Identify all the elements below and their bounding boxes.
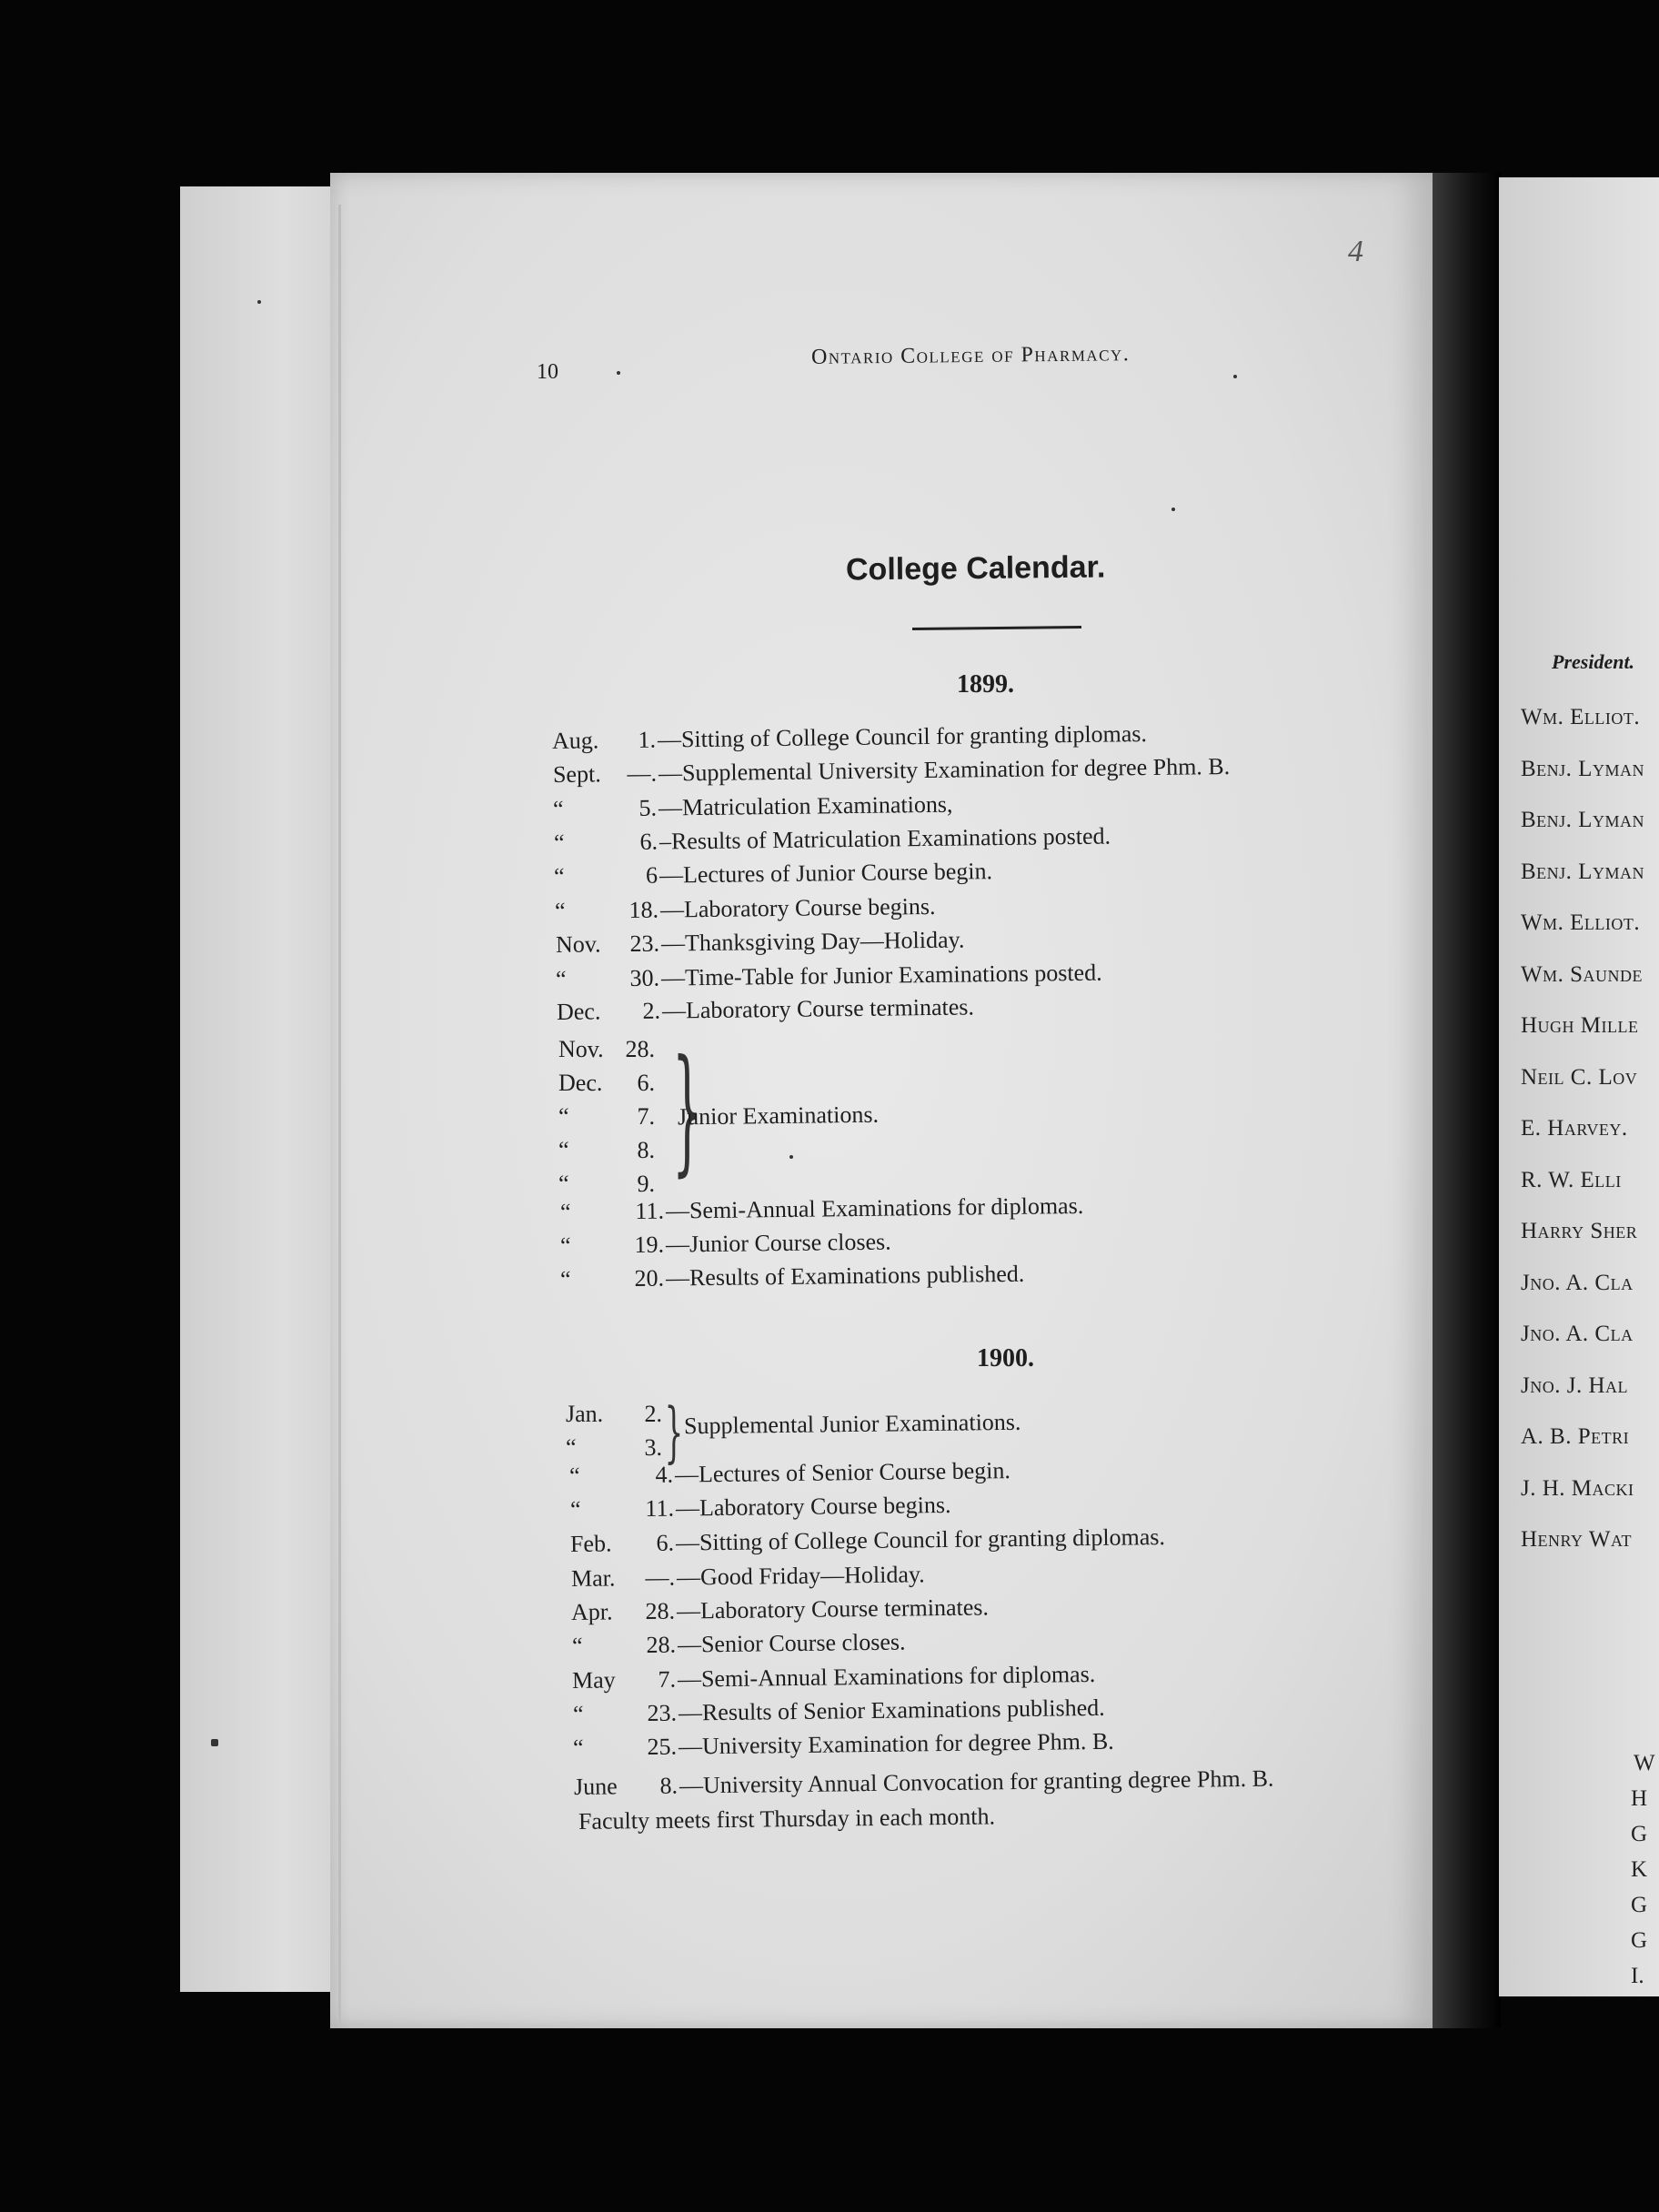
facing-page-name: Wm. Elliot. (1521, 705, 1641, 729)
entry-day: 19. (634, 1231, 665, 1259)
entry-month: “ (571, 1632, 583, 1659)
facing-page-heading: President. (1552, 650, 1635, 673)
facing-page-letter: G (1631, 1928, 1648, 1953)
facing-page-name: Wm. Saunde (1521, 961, 1643, 987)
facing-page-name: E. Harvey. (1521, 1116, 1628, 1141)
entry-day: 4. (655, 1461, 674, 1488)
entry-day: 9. (637, 1171, 655, 1197)
entry-month: Dec. (556, 998, 601, 1025)
entry-month: June (573, 1773, 618, 1800)
entry-text: —Results of Senior Examinations published. (678, 1694, 1105, 1726)
ink-speck (617, 371, 620, 375)
entry-month: Nov. (558, 1036, 604, 1062)
entry-day: 28. (645, 1631, 676, 1659)
entry-day: 20. (634, 1264, 665, 1292)
entry-month: “ (553, 795, 564, 822)
facing-page-name: Hugh Mille (1521, 1013, 1639, 1038)
entry-day: 23. (628, 930, 659, 958)
entry-text: —Laboratory Course terminates. (661, 993, 974, 1024)
ink-speck (1233, 375, 1237, 378)
facing-page-name: Jno. A. Cla (1521, 1322, 1634, 1346)
page-number: 10 (537, 360, 558, 384)
facing-page-name: Harry Sher (1521, 1219, 1638, 1243)
entry-text: —Laboratory Course terminates. (676, 1594, 990, 1624)
facing-page-letter: K (1631, 1857, 1648, 1882)
calendar-entry (571, 1629, 905, 1660)
entry-month: “ (553, 829, 565, 856)
calendar-entry (557, 993, 974, 1026)
facing-page (1499, 177, 1659, 1996)
entry-day: 28. (645, 1597, 676, 1625)
entry-text: —Results of Examinations published. (665, 1260, 1025, 1292)
group-date-row (558, 1100, 655, 1133)
entry-month: “ (554, 862, 566, 890)
entry-month: “ (559, 1265, 571, 1292)
ink-speck (211, 1739, 218, 1746)
facing-page-name: J. H. Macki (1521, 1475, 1634, 1501)
group-brace: } (664, 1393, 684, 1470)
footer-note: Faculty meets first Thursday in each month. (578, 1803, 996, 1835)
entry-month: Jan. (566, 1401, 604, 1427)
facing-page-name: R. W. Elli (1521, 1167, 1622, 1192)
entry-day: 6. (639, 828, 658, 855)
facing-page-letter: I. (1631, 1964, 1644, 1988)
facing-page-name: Wm. Elliot. (1521, 910, 1641, 935)
group-date-row (566, 1431, 662, 1464)
entry-day: 8. (637, 1137, 655, 1163)
calendar-entry (570, 1561, 924, 1593)
entry-text: —Matriculation Examinations, (658, 790, 953, 821)
group-label: Supplemental Junior Examinations. (683, 1408, 1021, 1440)
page-title: College Calendar. (845, 549, 1106, 588)
entry-text: —Sitting of College Council for granting diplomas. (675, 1523, 1166, 1556)
book-gutter (1433, 173, 1501, 2028)
year-heading-1900: 1900. (977, 1344, 1034, 1372)
facing-page-letter: G (1631, 1893, 1648, 1917)
entry-day: 2. (644, 1401, 662, 1427)
left-page-leaf (180, 186, 353, 1992)
pencil-annotation: 4 (1348, 235, 1363, 268)
entry-month: Dec. (558, 1070, 603, 1096)
entry-month: “ (559, 1198, 571, 1225)
entry-month: May (571, 1666, 616, 1694)
facing-page-name: Benj. Lyman (1521, 808, 1644, 832)
calendar-entry (569, 1492, 950, 1523)
entry-day: 6. (637, 1070, 655, 1096)
entry-month: “ (572, 1700, 584, 1727)
entry-text: —Laboratory Course begins. (675, 1491, 951, 1522)
entry-day: 11. (644, 1494, 674, 1522)
facing-page-name: Neil C. Lov (1521, 1064, 1638, 1090)
facing-page-name: Henry Wat (1521, 1527, 1632, 1552)
page-edge-line (338, 205, 341, 2024)
entry-text: —Thanksgiving Day—Holiday. (660, 926, 965, 957)
group-date-row (558, 1066, 655, 1100)
group-dates (558, 1032, 655, 1201)
entry-day: —. (644, 1563, 675, 1592)
entry-month: Aug. (551, 727, 599, 754)
entry-day: 30. (629, 964, 660, 992)
entry-day: 23. (646, 1699, 677, 1727)
entry-text: —University Annual Convocation for granting degree Phm. B. (679, 1765, 1274, 1799)
facing-page-letter: G (1631, 1822, 1648, 1846)
entry-month: “ (572, 1734, 584, 1761)
facing-page-letter: W (1634, 1751, 1655, 1775)
entry-text: —Semi-Annual Examinations for diplomas. (665, 1191, 1084, 1224)
running-header: Ontario College of Pharmacy. (810, 342, 1131, 369)
calendar-entry (569, 1457, 1010, 1490)
entry-day: 8. (659, 1772, 678, 1799)
group-date-row (566, 1397, 662, 1431)
entry-month: Mar. (570, 1564, 616, 1592)
entry-month: “ (569, 1495, 581, 1523)
entry-text: –Results of Matriculation Examinations posted. (659, 822, 1111, 855)
facing-page-letter: H (1631, 1786, 1648, 1811)
entry-month: Apr. (570, 1598, 613, 1625)
facing-page-name: Benj. Lyman (1521, 859, 1644, 884)
entry-text: —Supplemental University Examination for degree Phm. B. (658, 752, 1230, 787)
entry-text: —Lectures of Senior Course begin. (674, 1457, 1011, 1488)
entry-month: Feb. (569, 1530, 612, 1557)
entry-text: —Senior Course closes. (677, 1628, 906, 1658)
facing-page-name: Benj. Lyman (1521, 756, 1644, 781)
entry-day: 11. (635, 1197, 665, 1224)
calendar-entry (560, 1261, 1025, 1293)
entry-day: 28. (625, 1036, 655, 1062)
calendar-entry (553, 791, 953, 823)
entry-day: 7. (658, 1665, 677, 1693)
entry-day: 25. (647, 1733, 678, 1761)
entry-text: —University Examination for degree Phm. B. (678, 1727, 1114, 1760)
ink-speck (1171, 508, 1175, 511)
group-dates (566, 1397, 662, 1464)
entry-text: —Lectures of Junior Course begin. (659, 858, 993, 889)
entry-day: 1. (638, 726, 657, 753)
entry-day: 2. (642, 997, 660, 1024)
entry-day: 3. (644, 1434, 662, 1461)
entry-month: “ (566, 1434, 577, 1461)
entry-month: “ (558, 1137, 569, 1163)
group-label: Junior Examinations. (677, 1101, 880, 1131)
year-heading-1899: 1899. (957, 670, 1014, 699)
entry-month: “ (556, 965, 567, 992)
entry-day: —. (626, 759, 657, 788)
group-date-row (558, 1133, 655, 1167)
entry-month: “ (558, 1103, 569, 1130)
entry-month: Sept. (552, 760, 601, 788)
entry-text: —Sitting of College Council for granting diplomas. (657, 720, 1148, 753)
entry-text: —Junior Course closes. (665, 1228, 891, 1258)
entry-month: “ (558, 1171, 569, 1197)
entry-month: “ (568, 1462, 580, 1489)
entry-day: 7. (637, 1103, 655, 1130)
entry-month: “ (559, 1232, 571, 1259)
entry-day: 6. (656, 1529, 675, 1556)
entry-text: —Semi-Annual Examinations for diplomas. (677, 1660, 1096, 1693)
calendar-entry (554, 858, 992, 890)
entry-day: 5. (638, 794, 658, 821)
entry-day: 18. (628, 896, 659, 924)
calendar-entry (571, 1594, 989, 1626)
group-date-row (558, 1032, 655, 1066)
calendar-entry (555, 893, 936, 925)
group-date-row (558, 1167, 655, 1201)
facing-page-name: A. B. Petri (1521, 1424, 1630, 1449)
entry-text: —Good Friday—Holiday. (676, 1561, 925, 1591)
facing-page-name: Jno. A. Cla (1521, 1270, 1634, 1295)
facing-page-name: Jno. J. Hal (1521, 1372, 1629, 1398)
entry-month: Nov. (555, 930, 601, 958)
ink-speck (257, 300, 261, 304)
entry-month: “ (554, 897, 566, 924)
ink-speck (789, 1155, 793, 1159)
calendar-entry (560, 1229, 891, 1260)
entry-text: —Time-Table for Junior Examinations posted. (660, 959, 1102, 991)
entry-day: 6 (646, 861, 659, 889)
calendar-entry (555, 927, 964, 959)
entry-text: —Laboratory Course begins. (659, 892, 936, 923)
group-brace: } (672, 1031, 703, 1190)
